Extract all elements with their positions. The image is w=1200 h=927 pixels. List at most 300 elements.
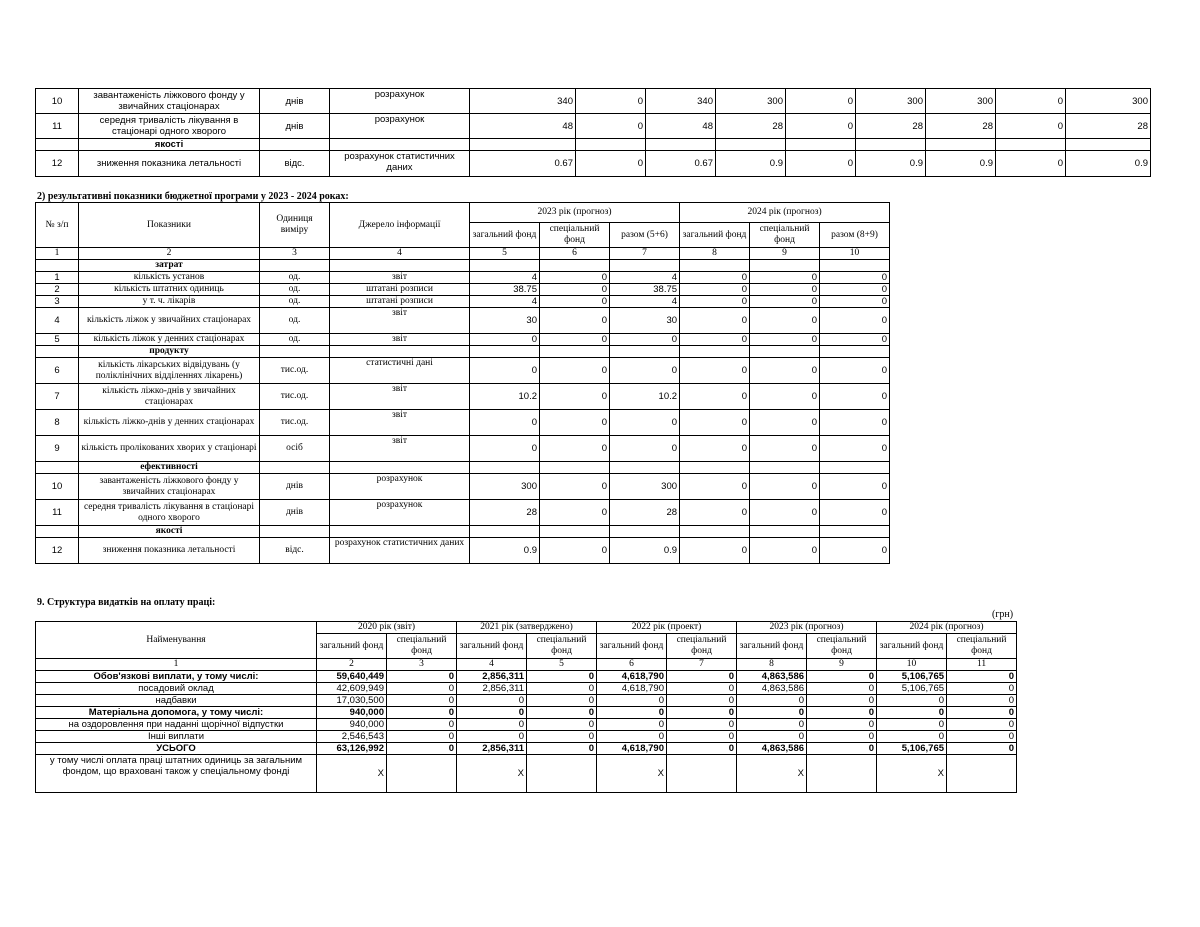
value-cell: 0 — [877, 707, 947, 719]
header-special-fund: спеціальний фонд — [667, 634, 737, 659]
header-total-56: разом (5+6) — [610, 223, 680, 248]
value-cell: 48 — [646, 114, 716, 139]
table-row — [36, 707, 1017, 719]
value-cell: 340 — [646, 89, 716, 114]
empty-cell — [540, 526, 610, 538]
value-cell: 0 — [750, 284, 820, 296]
empty-cell — [750, 346, 820, 358]
indicator-name: кількість пролікованих хворих у стаціонарі — [79, 436, 260, 462]
top-indicators-table — [35, 88, 1151, 177]
empty-cell — [820, 526, 890, 538]
value-cell: 0 — [820, 284, 890, 296]
empty-cell — [330, 526, 470, 538]
value-cell: 28 — [470, 500, 540, 526]
empty-cell — [680, 260, 750, 272]
value-cell: X — [597, 755, 667, 793]
value-cell: 38.75 — [470, 284, 540, 296]
section-2-title: 2) результативні показники бюджетної програми у 2023 - 2024 роках: — [37, 191, 349, 202]
source-cell: звіт — [330, 384, 470, 410]
value-cell: 300 — [926, 89, 996, 114]
header-general-fund: загальний фонд — [680, 223, 750, 248]
unit-cell: од. — [260, 296, 330, 308]
table-row — [36, 308, 890, 334]
source-cell: штатані розписи — [330, 284, 470, 296]
value-cell: 0 — [680, 334, 750, 346]
value-cell: 300 — [470, 474, 540, 500]
table-row — [36, 296, 890, 308]
value-cell — [667, 755, 737, 793]
value-cell: 0 — [387, 683, 457, 695]
value-cell: 0.67 — [646, 151, 716, 177]
value-cell: 0 — [597, 731, 667, 743]
value-cell: 0 — [540, 500, 610, 526]
payroll-item-name: Обов'язкові виплати, у тому числі: — [36, 671, 317, 683]
value-cell: 0 — [750, 308, 820, 334]
value-cell: 0 — [597, 707, 667, 719]
column-number: 7 — [667, 659, 737, 671]
empty-cell — [610, 346, 680, 358]
source-cell: звіт — [330, 436, 470, 462]
unit-cell: днів — [260, 500, 330, 526]
value-cell: 0 — [750, 410, 820, 436]
row-num: 1 — [36, 272, 79, 284]
indicator-name: у т. ч. лікарів — [79, 296, 260, 308]
table-row — [36, 410, 890, 436]
empty-cell — [610, 462, 680, 474]
indicator-name: кількість ліжок у звичайних стаціонарах — [79, 308, 260, 334]
payroll-item-name: Інші виплати — [36, 731, 317, 743]
table-row — [36, 151, 1151, 177]
unit-cell: тис.од. — [260, 410, 330, 436]
empty-cell — [260, 139, 330, 151]
value-cell: 0 — [820, 384, 890, 410]
empty-cell — [750, 526, 820, 538]
payroll-item-name: надбавки — [36, 695, 317, 707]
table-row — [36, 755, 1017, 793]
value-cell: 0 — [680, 500, 750, 526]
value-cell: 0 — [387, 719, 457, 731]
value-cell: 48 — [470, 114, 576, 139]
value-cell: 4 — [610, 296, 680, 308]
value-cell: 42,609,949 — [317, 683, 387, 695]
value-cell: 0 — [680, 296, 750, 308]
empty-cell — [646, 139, 716, 151]
column-number: 6 — [540, 248, 610, 260]
empty-cell — [470, 346, 540, 358]
value-cell: 0 — [576, 151, 646, 177]
value-cell: 0 — [527, 683, 597, 695]
value-cell: 0 — [820, 358, 890, 384]
column-number: 3 — [260, 248, 330, 260]
value-cell: 300 — [1066, 89, 1151, 114]
table-row — [36, 139, 1151, 151]
value-cell: 0 — [387, 695, 457, 707]
header-special-fund: спеціальний фонд — [947, 634, 1017, 659]
value-cell: 5,106,765 — [877, 671, 947, 683]
table-row — [36, 719, 1017, 731]
empty-cell — [996, 139, 1066, 151]
value-cell: 0 — [527, 695, 597, 707]
empty-cell — [330, 462, 470, 474]
value-cell: 0 — [750, 384, 820, 410]
column-number: 5 — [527, 659, 597, 671]
header-special-fund: спеціальний фонд — [540, 223, 610, 248]
value-cell: 0 — [750, 296, 820, 308]
value-cell: 4,863,586 — [737, 683, 807, 695]
value-cell: 0 — [820, 308, 890, 334]
row-num — [36, 260, 79, 272]
header-special-fund: спеціальний фонд — [807, 634, 877, 659]
value-cell: 0 — [457, 719, 527, 731]
value-cell: 0 — [807, 743, 877, 755]
unit-cell: од. — [260, 272, 330, 284]
header-num: № з/п — [36, 203, 79, 248]
group-label: продукту — [79, 346, 260, 358]
source-cell: звіт — [330, 272, 470, 284]
value-cell: 0 — [996, 114, 1066, 139]
value-cell: 0 — [737, 731, 807, 743]
value-cell: 300 — [610, 474, 680, 500]
source-cell: статистичні дані — [330, 358, 470, 384]
value-cell: 0 — [667, 719, 737, 731]
value-cell: 0 — [667, 743, 737, 755]
value-cell: 0 — [540, 334, 610, 346]
row-num — [36, 526, 79, 538]
value-cell: 0 — [680, 474, 750, 500]
value-cell: 0 — [680, 538, 750, 564]
table-row — [36, 731, 1017, 743]
value-cell: 0 — [470, 410, 540, 436]
source-cell: розрахунок — [330, 474, 470, 500]
table-row — [36, 284, 890, 296]
value-cell — [387, 755, 457, 793]
value-cell: 0 — [540, 538, 610, 564]
group-label: затрат — [79, 260, 260, 272]
value-cell: 10.2 — [610, 384, 680, 410]
value-cell: 940,000 — [317, 719, 387, 731]
value-cell: 0.9 — [856, 151, 926, 177]
value-cell: 0 — [680, 358, 750, 384]
unit-cell: тис.од. — [260, 358, 330, 384]
row-num: 12 — [36, 151, 79, 177]
value-cell: 0 — [597, 719, 667, 731]
header-general-fund: загальний фонд — [877, 634, 947, 659]
value-cell: 4,863,586 — [737, 671, 807, 683]
row-num — [36, 346, 79, 358]
value-cell: 0 — [820, 410, 890, 436]
value-cell: 2,856,311 — [457, 671, 527, 683]
value-cell: 0 — [820, 500, 890, 526]
value-cell: 30 — [610, 308, 680, 334]
empty-cell — [260, 260, 330, 272]
table-row — [36, 384, 890, 410]
empty-cell — [330, 260, 470, 272]
empty-cell — [680, 526, 750, 538]
indicator-name: завантаженість ліжкового фонду у звичайних стаціонарах — [79, 474, 260, 500]
table-row — [36, 743, 1017, 755]
value-cell: 0.9 — [1066, 151, 1151, 177]
table-row — [36, 474, 890, 500]
row-num: 7 — [36, 384, 79, 410]
value-cell — [807, 755, 877, 793]
value-cell: 0 — [387, 743, 457, 755]
source-cell: звіт — [330, 410, 470, 436]
empty-cell — [330, 346, 470, 358]
column-number: 3 — [387, 659, 457, 671]
value-cell: 0 — [996, 89, 1066, 114]
value-cell: X — [457, 755, 527, 793]
value-cell: 0 — [667, 671, 737, 683]
value-cell: 38.75 — [610, 284, 680, 296]
row-num: 9 — [36, 436, 79, 462]
value-cell: 0 — [877, 695, 947, 707]
indicator-name: кількість ліжко-днів у звичайних стаціонарах — [79, 384, 260, 410]
header-general-fund: загальний фонд — [457, 634, 527, 659]
indicator-name: кількість установ — [79, 272, 260, 284]
column-number: 5 — [470, 248, 540, 260]
value-cell: 0 — [540, 296, 610, 308]
value-cell: 5,106,765 — [877, 743, 947, 755]
value-cell: 28 — [1066, 114, 1151, 139]
value-cell: 0 — [750, 436, 820, 462]
value-cell: 2,546,543 — [317, 731, 387, 743]
value-cell: 0 — [457, 731, 527, 743]
indicator-name: зниження показника летальності — [79, 538, 260, 564]
value-cell: 0 — [540, 284, 610, 296]
payroll-item-name: у тому числі оплата праці штатних одиниць за загальним фондом, що враховані також у спеціальному фонді — [36, 755, 317, 793]
value-cell: 0 — [786, 114, 856, 139]
source-cell: розрахунок — [330, 500, 470, 526]
payroll-item-name: Матеріальна допомога, у тому числі: — [36, 707, 317, 719]
value-cell: 0 — [737, 707, 807, 719]
row-num: 11 — [36, 500, 79, 526]
value-cell: 0 — [540, 308, 610, 334]
value-cell: 0 — [807, 719, 877, 731]
source-cell: розрахунок статистичних даних — [330, 151, 470, 177]
unit-cell: днів — [260, 89, 330, 114]
value-cell: 0 — [947, 719, 1017, 731]
value-cell: 0 — [820, 538, 890, 564]
empty-cell — [470, 260, 540, 272]
unit-cell: осіб — [260, 436, 330, 462]
value-cell: 0 — [807, 695, 877, 707]
table-row — [36, 671, 1017, 683]
value-cell: 0 — [527, 719, 597, 731]
value-cell: X — [877, 755, 947, 793]
unit-cell: відс. — [260, 151, 330, 177]
column-number: 6 — [597, 659, 667, 671]
table-row — [36, 272, 890, 284]
unit-cell: днів — [260, 474, 330, 500]
value-cell: 0 — [610, 410, 680, 436]
source-cell: штатані розписи — [330, 296, 470, 308]
table-row — [36, 114, 1151, 139]
table-row — [36, 500, 890, 526]
value-cell: 300 — [856, 89, 926, 114]
value-cell: 0 — [807, 707, 877, 719]
value-cell: 0 — [540, 436, 610, 462]
value-cell: 17,030,500 — [317, 695, 387, 707]
value-cell: 0 — [750, 538, 820, 564]
header-2024: 2024 рік (прогноз) — [680, 203, 890, 223]
column-number: 4 — [330, 248, 470, 260]
table-row — [36, 526, 890, 538]
column-number: 1 — [36, 659, 317, 671]
unit-cell: відс. — [260, 538, 330, 564]
empty-cell — [750, 260, 820, 272]
row-num: 3 — [36, 296, 79, 308]
value-cell: 0 — [470, 436, 540, 462]
value-cell: 0 — [387, 707, 457, 719]
header-2023: 2023 рік (прогноз) — [470, 203, 680, 223]
unit-cell: од. — [260, 334, 330, 346]
value-cell: 0 — [737, 719, 807, 731]
value-cell: 0 — [527, 743, 597, 755]
value-cell: 5,106,765 — [877, 683, 947, 695]
empty-cell — [750, 462, 820, 474]
value-cell: 4,618,790 — [597, 683, 667, 695]
value-cell: 4,618,790 — [597, 743, 667, 755]
empty-cell — [820, 260, 890, 272]
value-cell — [527, 755, 597, 793]
row-num: 6 — [36, 358, 79, 384]
indicator-name: зниження показника летальності — [79, 151, 260, 177]
empty-cell — [330, 139, 470, 151]
value-cell: 940,000 — [317, 707, 387, 719]
value-cell: 0 — [786, 151, 856, 177]
value-cell: 0.9 — [470, 538, 540, 564]
table-row — [36, 538, 890, 564]
column-number: 7 — [610, 248, 680, 260]
table-row — [36, 683, 1017, 695]
column-number: 10 — [820, 248, 890, 260]
value-cell: 4 — [470, 296, 540, 308]
value-cell: 0 — [540, 358, 610, 384]
value-cell: 28 — [610, 500, 680, 526]
value-cell: 0 — [750, 474, 820, 500]
payroll-item-name: на оздоровлення при наданні щорічної відпустки — [36, 719, 317, 731]
header-source: Джерело інформації — [330, 203, 470, 248]
value-cell: 0 — [667, 695, 737, 707]
empty-cell — [470, 139, 576, 151]
column-number: 10 — [877, 659, 947, 671]
header-special-fund: спеціальний фонд — [387, 634, 457, 659]
column-number: 1 — [36, 248, 79, 260]
value-cell: 0 — [387, 671, 457, 683]
header-indicators: Показники — [79, 203, 260, 248]
header-total-89: разом (8+9) — [820, 223, 890, 248]
value-cell: 0 — [947, 743, 1017, 755]
table-row — [36, 358, 890, 384]
column-number: 4 — [457, 659, 527, 671]
value-cell: 0 — [820, 474, 890, 500]
unit-cell: днів — [260, 114, 330, 139]
group-label: якості — [79, 526, 260, 538]
value-cell: 0 — [576, 89, 646, 114]
value-cell: 4,863,586 — [737, 743, 807, 755]
section-9-title: 9. Структура видатків на оплату праці: — [37, 597, 216, 608]
table-row — [36, 462, 890, 474]
value-cell: 0 — [540, 410, 610, 436]
row-num: 12 — [36, 538, 79, 564]
header-year: 2021 рік (затверджено) — [457, 622, 597, 634]
value-cell: 0 — [947, 695, 1017, 707]
indicator-name: кількість ліжко-днів у денних стаціонарах — [79, 410, 260, 436]
empty-cell — [926, 139, 996, 151]
table-row — [36, 334, 890, 346]
value-cell: 0 — [877, 719, 947, 731]
value-cell: 0 — [820, 272, 890, 284]
value-cell: 0 — [750, 500, 820, 526]
value-cell: 0 — [750, 334, 820, 346]
payroll-item-name: УСЬОГО — [36, 743, 317, 755]
value-cell: 0 — [610, 436, 680, 462]
empty-cell — [820, 346, 890, 358]
value-cell: 0.9 — [926, 151, 996, 177]
empty-cell — [540, 346, 610, 358]
row-num: 11 — [36, 114, 79, 139]
indicator-name: середня тривалість лікування в стаціонарі одного хворого — [79, 114, 260, 139]
value-cell: 0 — [667, 707, 737, 719]
value-cell: 0 — [470, 334, 540, 346]
empty-cell — [260, 346, 330, 358]
value-cell: 0 — [680, 436, 750, 462]
header-general-fund: загальний фонд — [597, 634, 667, 659]
value-cell: 0 — [527, 707, 597, 719]
value-cell: 0 — [540, 384, 610, 410]
value-cell: 0 — [597, 695, 667, 707]
row-num: 10 — [36, 474, 79, 500]
empty-cell — [540, 260, 610, 272]
source-cell: звіт — [330, 308, 470, 334]
source-cell: розрахунок статистичних даних — [330, 538, 470, 564]
value-cell: 10.2 — [470, 384, 540, 410]
value-cell: 340 — [470, 89, 576, 114]
value-cell: 28 — [716, 114, 786, 139]
value-cell: 0 — [680, 284, 750, 296]
value-cell: 0 — [576, 114, 646, 139]
empty-cell — [540, 462, 610, 474]
value-cell: 0 — [527, 731, 597, 743]
value-cell: 0 — [680, 384, 750, 410]
source-cell: звіт — [330, 334, 470, 346]
value-cell: 0 — [387, 731, 457, 743]
value-cell: 0 — [457, 707, 527, 719]
indicator-name: кількість ліжок у денних стаціонарах — [79, 334, 260, 346]
value-cell: 300 — [716, 89, 786, 114]
empty-cell — [680, 346, 750, 358]
payroll-structure-table — [35, 621, 1017, 793]
header-year: 2020 рік (звіт) — [317, 622, 457, 634]
empty-cell — [470, 462, 540, 474]
value-cell: 30 — [470, 308, 540, 334]
value-cell: 0 — [750, 358, 820, 384]
empty-cell — [576, 139, 646, 151]
value-cell: 0 — [947, 683, 1017, 695]
value-cell: 0 — [737, 695, 807, 707]
value-cell: 2,856,311 — [457, 743, 527, 755]
value-cell: 2,856,311 — [457, 683, 527, 695]
value-cell: 0 — [540, 474, 610, 500]
source-cell: розрахунок — [330, 114, 470, 139]
value-cell: 0 — [540, 272, 610, 284]
row-num: 10 — [36, 89, 79, 114]
table-row — [36, 260, 890, 272]
empty-cell — [470, 526, 540, 538]
group-label: ефективності — [79, 462, 260, 474]
value-cell: 0 — [750, 272, 820, 284]
table-row — [36, 436, 890, 462]
